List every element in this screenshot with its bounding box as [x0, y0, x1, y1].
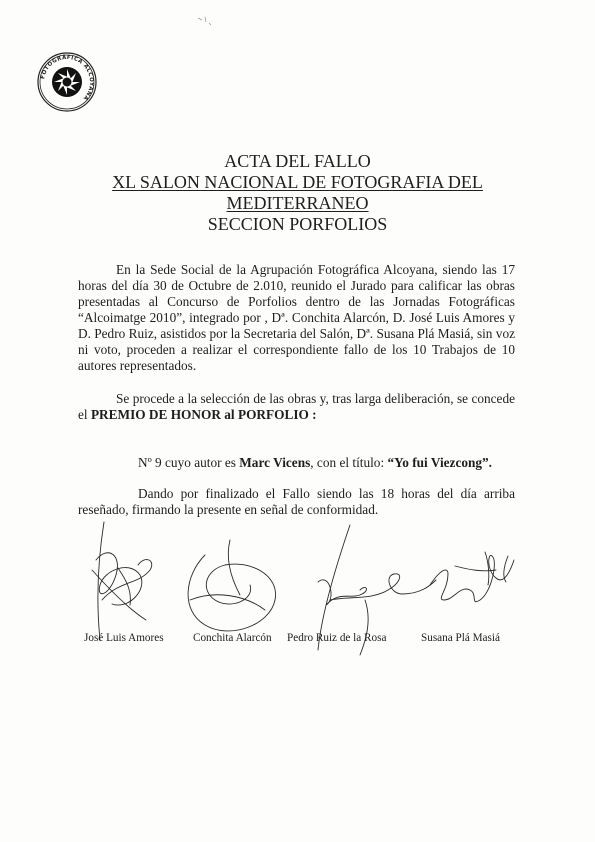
scan-speck: [196, 14, 216, 28]
signature-2-scribble: [188, 540, 275, 631]
signature-4-scribble: [430, 552, 514, 602]
handwritten-signatures: [0, 500, 595, 710]
signature-1-scribble: [92, 522, 152, 640]
title-line-1: ACTA DEL FALLO: [224, 151, 371, 171]
paragraph-intro-text: En la Sede Social de la Agrupación Fotográfica Alcoyana, siendo las 17 horas del día 30 de Octubre de 2.010, reunido el Jurado para calificar las obras presentadas al Concurso de Porfolios dentro de las Jornadas Fotográficas “Alcoimatge 2010”, integrado por , Dª. Conchita Alarcón, D. José Luis Amores y D. Pedro Ruiz, asistidos por la Secretaria del Salón, Dª. Susana Plá Masiá, sin voz ni voto, proceden a realizar el correspondiente fallo de los 10 Trabajos de 10 autores representados.: [78, 262, 515, 373]
paragraph-deliberation-text: Se procede a la selección de las obras y, tras larga deliberación, se concede el: [78, 391, 515, 422]
paragraph-intro: [78, 262, 515, 374]
award-name: PREMIO DE HONOR al PORFOLIO :: [90, 407, 317, 422]
paragraph-deliberation: [78, 391, 515, 423]
winner-title: “Yo fui Viezcong”.: [387, 455, 493, 470]
paragraph-winner: [78, 455, 515, 471]
signature-name-2: Conchita Alarcón: [193, 632, 272, 644]
paragraph-closing-text: Dando por finalizado el Fallo siendo las 18 horas del día arriba reseñado, firmando la presente en señal de conformidad.: [78, 486, 515, 517]
signature-name-3: Pedro Ruiz de la Rosa: [287, 632, 387, 644]
title-line-4: SECCION PORFOLIOS: [207, 214, 388, 234]
signature-name-1: José Luis Amores: [84, 632, 164, 644]
document-title: [0, 151, 595, 235]
title-line-2: XL SALON NACIONAL DE FOTOGRAFIA DEL: [112, 172, 483, 192]
signature-name-4: Susana Plá Masiá: [421, 632, 500, 644]
aperture-seal-icon: [37, 52, 97, 112]
winner-author: Marc Vicens: [239, 455, 311, 470]
winner-prefix: Nº 9 cuyo autor es: [138, 455, 236, 470]
svg-text:FOTOGRÁFICA ALCOYANA: FOTOGRÁFICA ALCOYANA: [40, 54, 95, 102]
winner-middle: , con el título:: [310, 455, 385, 470]
title-line-3: MEDITERRANEO: [226, 193, 369, 213]
